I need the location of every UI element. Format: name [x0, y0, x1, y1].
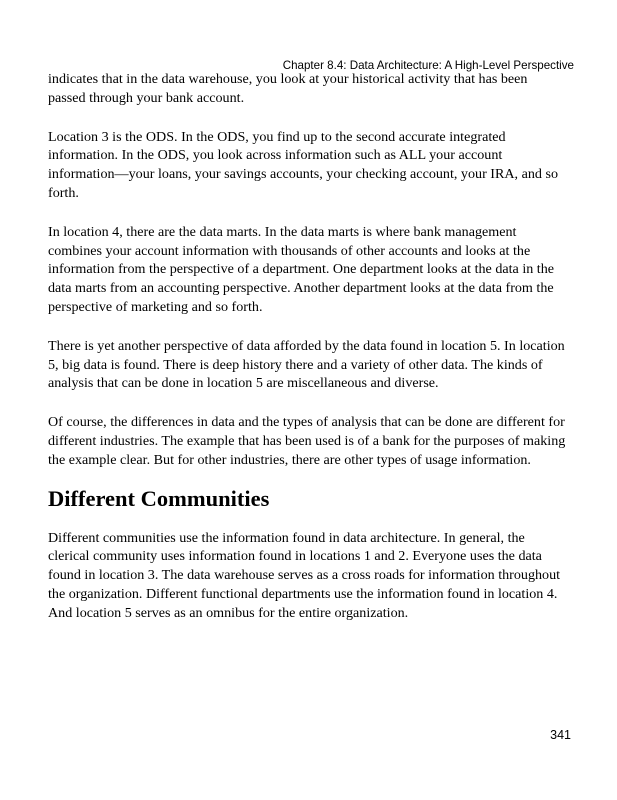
section-paragraph: Different communities use the information found in data architecture. In general, the clerical community uses information found in locations 1 and 2. Everyone uses the data found in location 3. The data warehouse serves as a cross roads for information throughout the organization. Different functional departments use the information found in location 4. And location 5 serves as an omnibus for the entire organization.: [48, 529, 561, 621]
page-body: [48, 70, 568, 643]
body-paragraph: indicates that in the data warehouse, you look at your historical activity that has been passed through your bank account.: [48, 71, 528, 106]
body-paragraph: There is yet another perspective of data afforded by the data found in location 5. In location 5, big data is found. There is deep history there and a variety of other data. The kinds of analysis that can be done in location 5 are miscellaneous and diverse.: [48, 337, 565, 392]
section-heading: Different Communities: [48, 485, 270, 511]
page-number: 341: [550, 728, 571, 742]
body-paragraph: Location 3 is the ODS. In the ODS, you find up to the second accurate integrated information. In the ODS, you look across information such as ALL your account information—your loans, your savings accounts, your checking account, your IRA, and so forth.: [48, 128, 559, 201]
body-paragraph: Of course, the differences in data and the types of analysis that can be done are different for different industries. The example that has been used is of a bank for the purposes of making the example clear. But for other industries, there are other types of usage information.: [48, 414, 566, 468]
running-header: Chapter 8.4: Data Architecture: A High-Level Perspective: [282, 59, 574, 72]
body-paragraph: In location 4, there are the data marts. In the data marts is where bank management combines your account information with thousands of other accounts and looks at the information from the perspective of a department. One department looks at the data in the data marts from an accounting perspective. Another department looks at the data from the perspective of marketing and so forth.: [48, 223, 555, 315]
